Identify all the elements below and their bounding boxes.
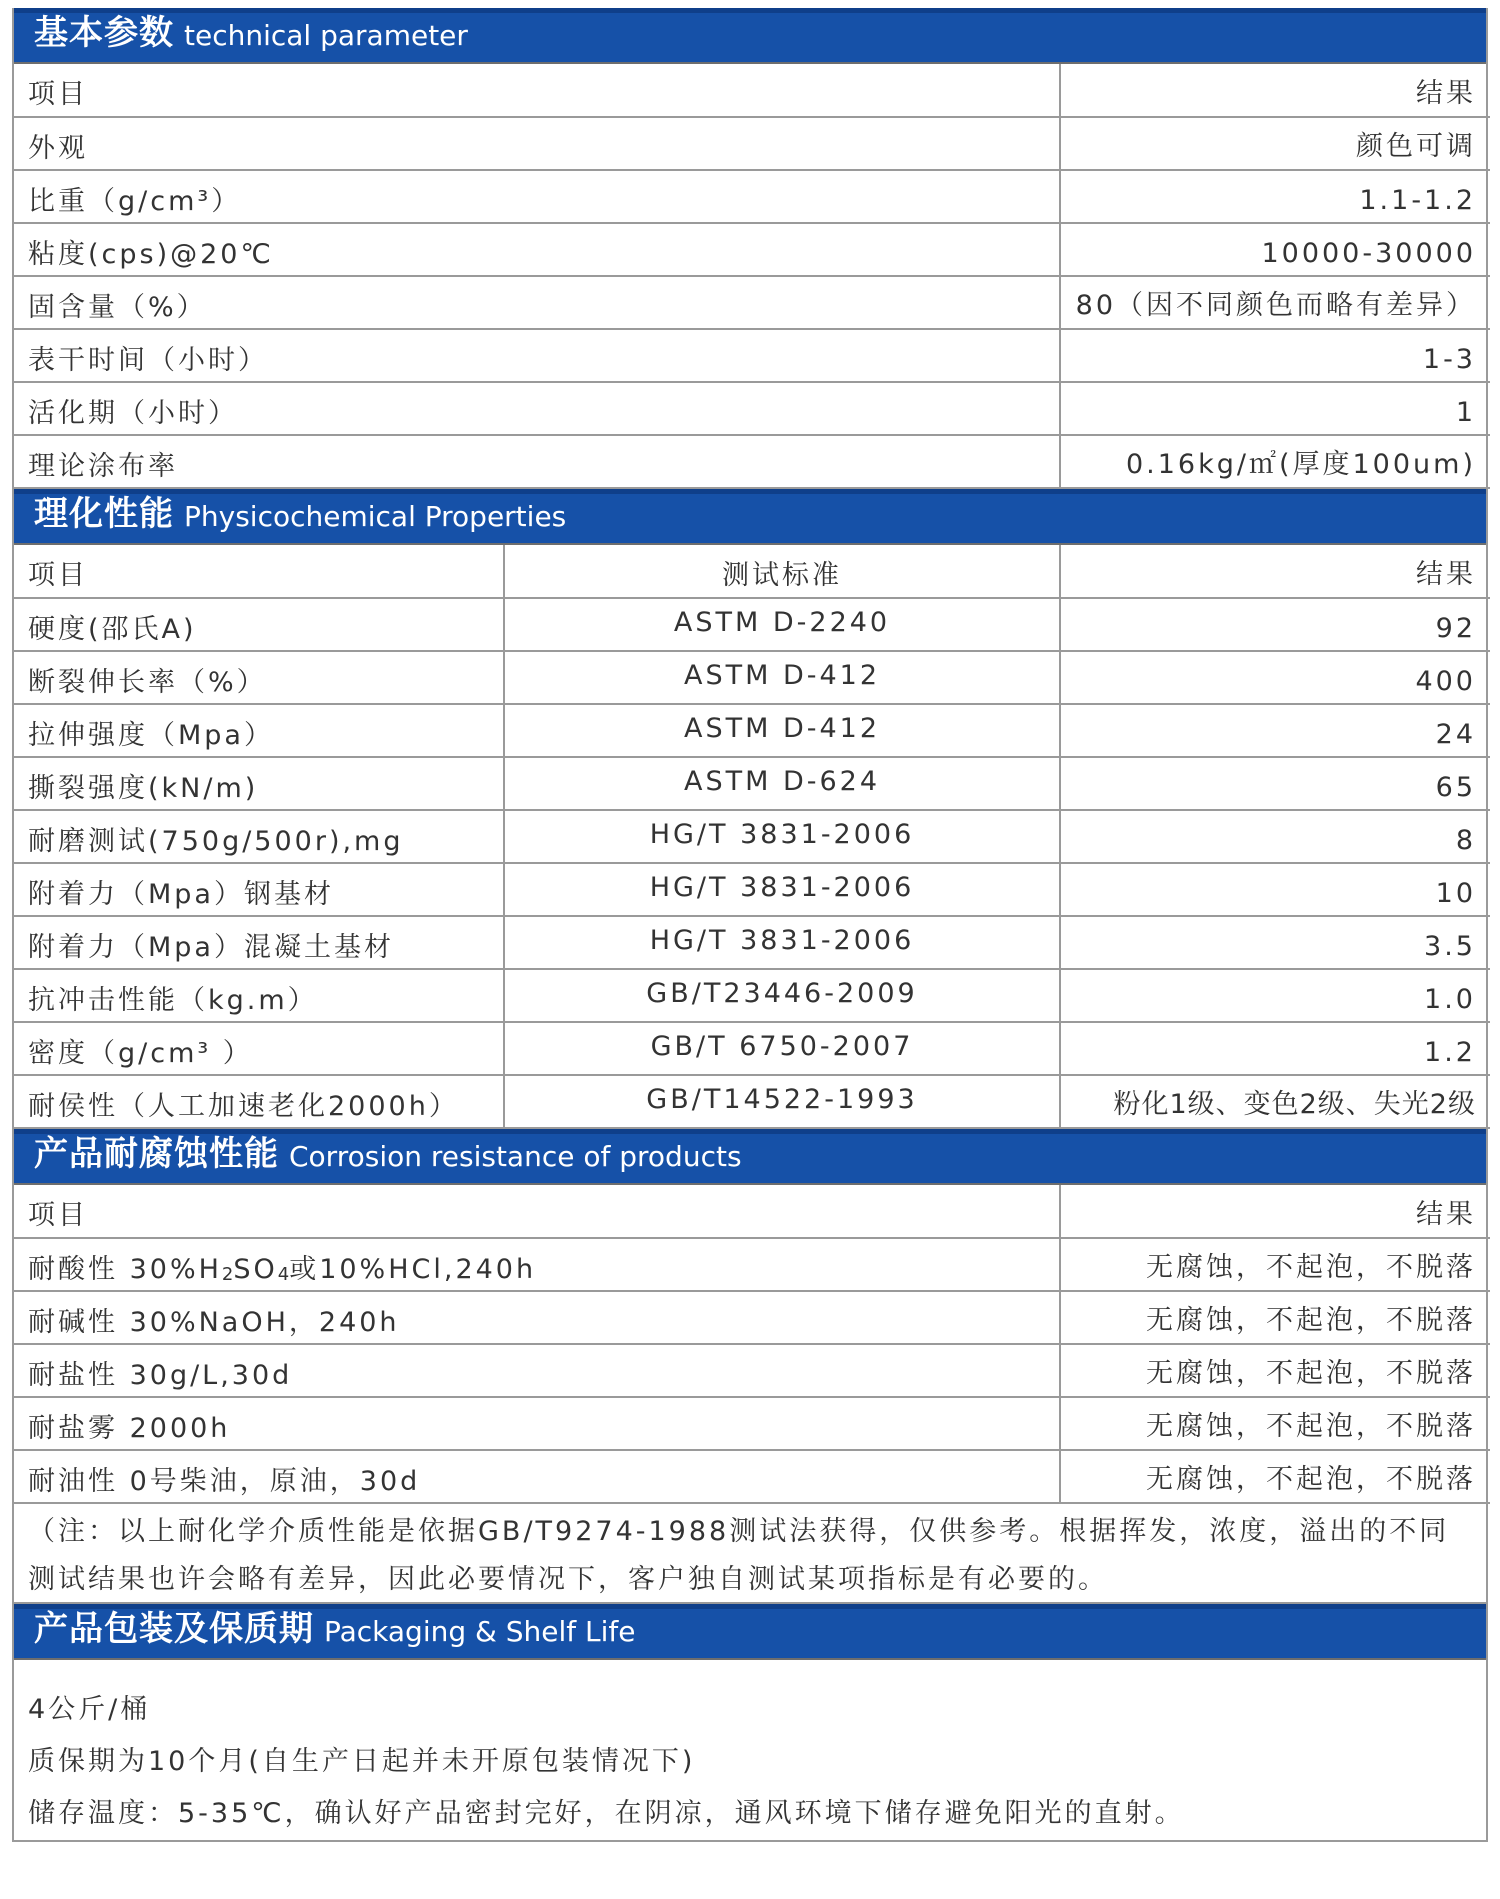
table-row	[14, 598, 1490, 651]
header-result: 结果	[1060, 1185, 1490, 1238]
row-item: 抗冲击性能（kg.m）	[14, 969, 504, 1022]
row-item: 活化期（小时）	[14, 382, 1060, 435]
section-title-en: technical parameter	[184, 19, 468, 52]
row-item: 比重（g/cm³）	[14, 170, 1060, 223]
row-item: 耐盐性 30g/L,30d	[14, 1344, 1060, 1397]
row-result: 65	[1060, 757, 1490, 810]
section-header-corrosion-resistance	[14, 1129, 1486, 1185]
section-title-en: Physicochemical Properties	[184, 500, 567, 533]
row-standard: ASTM D-624	[504, 757, 1060, 810]
row-result: 1.0	[1060, 969, 1490, 1022]
table-row	[14, 969, 1490, 1022]
table-row	[14, 1075, 1490, 1128]
note-line-2: 测试结果也许会略有差异，因此必要情况下，客户独自测试某项指标是有必要的。	[28, 1564, 1108, 1595]
table-row	[14, 276, 1490, 329]
table-row	[14, 1450, 1490, 1503]
header-result: 结果	[1060, 64, 1490, 117]
row-item: 耐盐雾 2000h	[14, 1397, 1060, 1450]
row-result: 无腐蚀，不起泡，不脱落	[1060, 1344, 1490, 1397]
row-standard: HG/T 3831-2006	[504, 863, 1060, 916]
row-item: 密度（g/cm³ ）	[14, 1022, 504, 1075]
table-row	[14, 1022, 1490, 1075]
table-row	[14, 863, 1490, 916]
row-result: 400	[1060, 651, 1490, 704]
table-row	[14, 1291, 1490, 1344]
technical-parameter-table	[14, 64, 1490, 489]
note-line-1: （注：以上耐化学介质性能是依据GB/T9274-1988测试法获得，仅供参考。根据挥发，浓度，溢出的不同	[28, 1516, 1450, 1547]
section-title-zh: 产品包装及保质期	[34, 1609, 314, 1649]
row-result: 8	[1060, 810, 1490, 863]
row-result: 无腐蚀，不起泡，不脱落	[1060, 1238, 1490, 1291]
table-row	[14, 382, 1490, 435]
acid-text-a: 耐酸性 30%H	[28, 1254, 222, 1285]
row-result: 1-3	[1060, 329, 1490, 382]
table-row	[14, 704, 1490, 757]
row-item: 外观	[14, 117, 1060, 170]
section-header-packaging	[14, 1604, 1486, 1660]
row-result: 粉化1级、变色2级、失光2级	[1060, 1075, 1490, 1128]
row-item: 撕裂强度(kN/m)	[14, 757, 504, 810]
row-standard: ASTM D-412	[504, 704, 1060, 757]
row-item: 附着力（Mpa）混凝土基材	[14, 916, 504, 969]
row-item: 理论涂布率	[14, 435, 1060, 488]
packaging-info	[14, 1660, 1486, 1840]
table-row	[14, 810, 1490, 863]
table-row	[14, 757, 1490, 810]
header-item: 项目	[14, 64, 1060, 117]
corrosion-table	[14, 1185, 1490, 1504]
row-result: 1.1-1.2	[1060, 170, 1490, 223]
section-title-en: Corrosion resistance of products	[289, 1140, 742, 1173]
header-standard: 测试标准	[504, 545, 1060, 598]
row-item: 拉伸强度（Mpa）	[14, 704, 504, 757]
acid-text-c: SO	[233, 1254, 278, 1285]
header-item: 项目	[14, 1185, 1060, 1238]
table-row	[14, 1397, 1490, 1450]
row-item: 耐油性 0号柴油，原油，30d	[14, 1450, 1060, 1503]
table-row	[14, 223, 1490, 276]
section-title-zh: 产品耐腐蚀性能	[34, 1134, 279, 1174]
physicochemical-table	[14, 545, 1490, 1129]
table-header-row	[14, 64, 1490, 117]
spec-sheet	[12, 8, 1488, 1842]
row-item: 耐碱性 30%NaOH，240h	[14, 1291, 1060, 1344]
row-item: 表干时间（小时）	[14, 329, 1060, 382]
acid-text-e: 或10%HCl,240h	[289, 1254, 537, 1285]
row-standard: ASTM D-2240	[504, 598, 1060, 651]
row-result: 0.16kg/㎡(厚度100um)	[1060, 435, 1490, 488]
table-row	[14, 651, 1490, 704]
section-title-zh: 基本参数	[34, 13, 174, 53]
row-result: 颜色可调	[1060, 117, 1490, 170]
table-row	[14, 916, 1490, 969]
acid-sub-4: 4	[277, 1264, 290, 1285]
header-result: 结果	[1060, 545, 1490, 598]
row-item: 附着力（Mpa）钢基材	[14, 863, 504, 916]
corrosion-note	[14, 1504, 1486, 1604]
row-item: 耐磨测试(750g/500r),mg	[14, 810, 504, 863]
row-standard: HG/T 3831-2006	[504, 916, 1060, 969]
table-header-row	[14, 1185, 1490, 1238]
row-result: 无腐蚀，不起泡，不脱落	[1060, 1450, 1490, 1503]
row-result: 3.5	[1060, 916, 1490, 969]
shelf-life-line: 质保期为10个月(自生产日起并未开原包装情况下)	[28, 1746, 696, 1777]
row-standard: GB/T14522-1993	[504, 1075, 1060, 1128]
row-result: 80（因不同颜色而略有差异）	[1060, 276, 1490, 329]
storage-line: 储存温度：5-35℃，确认好产品密封完好，在阴凉，通风环境下储存避免阳光的直射。	[28, 1798, 1185, 1829]
row-item: 断裂伸长率（%）	[14, 651, 504, 704]
section-title-zh: 理化性能	[34, 494, 174, 534]
row-result: 10000-30000	[1060, 223, 1490, 276]
table-header-row	[14, 545, 1490, 598]
table-row	[14, 1238, 1490, 1291]
section-header-physicochemical	[14, 489, 1486, 545]
row-result: 10	[1060, 863, 1490, 916]
section-title-en: Packaging & Shelf Life	[324, 1615, 636, 1648]
row-result: 无腐蚀，不起泡，不脱落	[1060, 1397, 1490, 1450]
row-item: 固含量（%）	[14, 276, 1060, 329]
row-standard: GB/T23446-2009	[504, 969, 1060, 1022]
row-item: 硬度(邵氏A)	[14, 598, 504, 651]
row-item: 粘度(cps)@20℃	[14, 223, 1060, 276]
row-result: 1	[1060, 382, 1490, 435]
row-result: 无腐蚀，不起泡，不脱落	[1060, 1291, 1490, 1344]
table-row	[14, 435, 1490, 488]
row-item-acid	[14, 1238, 1060, 1291]
table-row	[14, 1344, 1490, 1397]
packaging-line: 4公斤/桶	[28, 1694, 151, 1725]
acid-sub-2: 2	[221, 1264, 234, 1285]
row-result: 92	[1060, 598, 1490, 651]
row-standard: HG/T 3831-2006	[504, 810, 1060, 863]
row-standard: ASTM D-412	[504, 651, 1060, 704]
row-result: 24	[1060, 704, 1490, 757]
table-row	[14, 170, 1490, 223]
table-row	[14, 117, 1490, 170]
row-standard: GB/T 6750-2007	[504, 1022, 1060, 1075]
section-header-technical-parameter	[14, 8, 1486, 64]
row-item: 耐侯性（人工加速老化2000h）	[14, 1075, 504, 1128]
row-result: 1.2	[1060, 1022, 1490, 1075]
table-row	[14, 329, 1490, 382]
header-item: 项目	[14, 545, 504, 598]
